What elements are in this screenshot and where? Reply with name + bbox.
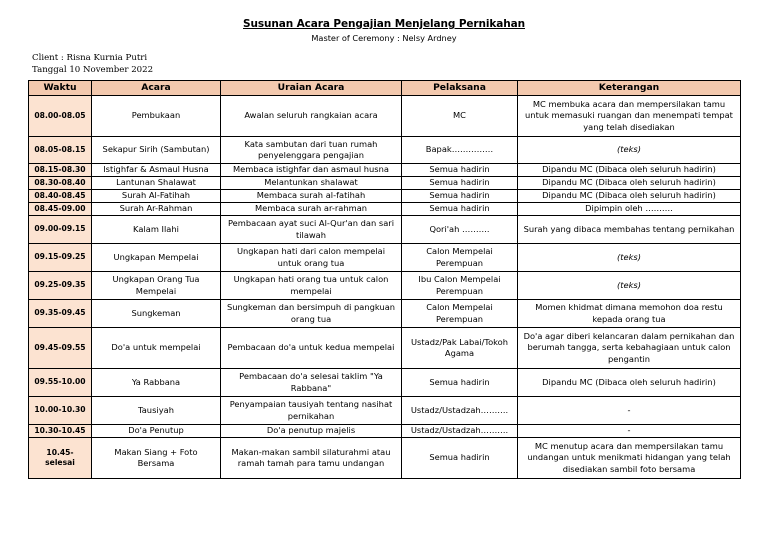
performer-cell: Calon Mempelai Perempuan bbox=[402, 244, 518, 272]
performer-cell: Ibu Calon Mempelai Perempuan bbox=[402, 272, 518, 300]
note-cell: (teks) bbox=[518, 272, 741, 300]
description-cell: Membaca surah al-fatihah bbox=[221, 190, 402, 203]
event-cell: Sekapur Sirih (Sambutan) bbox=[92, 137, 221, 164]
time-cell: 08.05-08.15 bbox=[29, 137, 92, 164]
time-cell: 10.45-selesai bbox=[29, 438, 92, 479]
schedule-table bbox=[28, 80, 741, 479]
performer-cell: Ustadz/Pak Labai/Tokoh Agama bbox=[402, 328, 518, 369]
table-row bbox=[29, 137, 741, 164]
time-cell: 08.45-09.00 bbox=[29, 203, 92, 216]
client-line: Client : Risna Kurnia Putri bbox=[32, 53, 148, 63]
performer-cell: MC bbox=[402, 96, 518, 137]
description-cell: Melantunkan shalawat bbox=[221, 177, 402, 190]
description-cell: Membaca istighfar dan asmaul husna bbox=[221, 164, 402, 177]
description-cell: Kata sambutan dari tuan rumah penyelenggara pengajian bbox=[221, 137, 402, 164]
date-line: Tanggal 10 November 2022 bbox=[32, 65, 154, 75]
performer-cell: Bapak…………… bbox=[402, 137, 518, 164]
table-row bbox=[29, 272, 741, 300]
description-cell: Ungkapan hati orang tua untuk calon mempelai bbox=[221, 272, 402, 300]
time-cell: 08.40-08.45 bbox=[29, 190, 92, 203]
column-header-acara: Acara bbox=[92, 81, 221, 96]
time-cell: 09.00-09.15 bbox=[29, 216, 92, 244]
time-cell: 08.00-08.05 bbox=[29, 96, 92, 137]
note-cell: Dipandu MC (Dibaca oleh seluruh hadirin) bbox=[518, 177, 741, 190]
table-header-row bbox=[29, 81, 741, 96]
table-row bbox=[29, 216, 741, 244]
column-header-waktu: Waktu bbox=[29, 81, 92, 96]
event-cell: Surah Ar-Rahman bbox=[92, 203, 221, 216]
performer-cell: Semua hadirin bbox=[402, 203, 518, 216]
table-row bbox=[29, 438, 741, 479]
table-row bbox=[29, 300, 741, 328]
description-cell: Membaca surah ar-rahman bbox=[221, 203, 402, 216]
time-cell: 10.30-10.45 bbox=[29, 425, 92, 438]
table-row bbox=[29, 190, 741, 203]
document-subtitle: Master of Ceremony : Nelsy Ardney bbox=[311, 33, 457, 43]
table-row bbox=[29, 164, 741, 177]
note-cell: Dipimpin oleh ………. bbox=[518, 203, 741, 216]
description-cell: Pembacaan ayat suci Al-Qur'an dan sari tilawah bbox=[221, 216, 402, 244]
note-cell: (teks) bbox=[518, 137, 741, 164]
description-cell: Do'a penutup majelis bbox=[221, 425, 402, 438]
column-header-keterangan: Keterangan bbox=[518, 81, 741, 96]
table-row bbox=[29, 328, 741, 369]
time-cell: 10.00-10.30 bbox=[29, 397, 92, 425]
description-cell: Pembacaan do'a selesai taklim "Ya Rabbana" bbox=[221, 369, 402, 397]
performer-cell: Semua hadirin bbox=[402, 438, 518, 479]
performer-cell: Semua hadirin bbox=[402, 369, 518, 397]
performer-cell: Semua hadirin bbox=[402, 164, 518, 177]
event-cell: Do'a Penutup bbox=[92, 425, 221, 438]
document-title: Susunan Acara Pengajian Menjelang Pernikahan bbox=[243, 18, 525, 30]
note-cell: MC menutup acara dan mempersilakan tamu undangan untuk menikmati hidangan yang telah disediakan sambil foto bersama bbox=[518, 438, 741, 479]
table-row bbox=[29, 369, 741, 397]
time-cell: 09.35-09.45 bbox=[29, 300, 92, 328]
event-cell: Do'a untuk mempelai bbox=[92, 328, 221, 369]
event-cell: Lantunan Shalawat bbox=[92, 177, 221, 190]
table-row bbox=[29, 203, 741, 216]
table-row bbox=[29, 96, 741, 137]
note-cell: Momen khidmat dimana memohon doa restu kepada orang tua bbox=[518, 300, 741, 328]
note-cell: Dipandu MC (Dibaca oleh seluruh hadirin) bbox=[518, 190, 741, 203]
time-cell: 09.15-09.25 bbox=[29, 244, 92, 272]
note-cell: Dipandu MC (Dibaca oleh seluruh hadirin) bbox=[518, 369, 741, 397]
note-cell: MC membuka acara dan mempersilakan tamu untuk memasuki ruangan dan menempati tempat yang telah disediakan bbox=[518, 96, 741, 137]
table-row bbox=[29, 425, 741, 438]
event-cell: Ungkapan Mempelai bbox=[92, 244, 221, 272]
note-cell: Surah yang dibaca membahas tentang pernikahan bbox=[518, 216, 741, 244]
event-cell: Makan Siang + Foto Bersama bbox=[92, 438, 221, 479]
performer-cell: Qori'ah ………. bbox=[402, 216, 518, 244]
column-header-pelaksana: Pelaksana bbox=[402, 81, 518, 96]
time-cell: 09.25-09.35 bbox=[29, 272, 92, 300]
time-cell: 09.45-09.55 bbox=[29, 328, 92, 369]
performer-cell: Semua hadirin bbox=[402, 177, 518, 190]
description-cell: Penyampaian tausiyah tentang nasihat pernikahan bbox=[221, 397, 402, 425]
event-cell: Tausiyah bbox=[92, 397, 221, 425]
time-cell: 09.55-10.00 bbox=[29, 369, 92, 397]
performer-cell: Calon Mempelai Perempuan bbox=[402, 300, 518, 328]
event-cell: Pembukaan bbox=[92, 96, 221, 137]
event-cell: Surah Al-Fatihah bbox=[92, 190, 221, 203]
performer-cell: Ustadz/Ustadzah………. bbox=[402, 397, 518, 425]
time-cell: 08.30-08.40 bbox=[29, 177, 92, 190]
note-cell: (teks) bbox=[518, 244, 741, 272]
time-cell: 08.15-08.30 bbox=[29, 164, 92, 177]
performer-cell: Semua hadirin bbox=[402, 190, 518, 203]
event-cell: Ya Rabbana bbox=[92, 369, 221, 397]
table-row bbox=[29, 177, 741, 190]
column-header-uraian: Uraian Acara bbox=[221, 81, 402, 96]
description-cell: Pembacaan do'a untuk kedua mempelai bbox=[221, 328, 402, 369]
event-cell: Kalam Ilahi bbox=[92, 216, 221, 244]
description-cell: Sungkeman dan bersimpuh di pangkuan orang tua bbox=[221, 300, 402, 328]
description-cell: Makan-makan sambil silaturahmi atau ramah tamah para tamu undangan bbox=[221, 438, 402, 479]
event-cell: Istighfar & Asmaul Husna bbox=[92, 164, 221, 177]
note-cell: Do'a agar diberi kelancaran dalam pernikahan dan berumah tangga, serta kebahagiaan untuk calon pengantin bbox=[518, 328, 741, 369]
performer-cell: Ustadz/Ustadzah………. bbox=[402, 425, 518, 438]
note-cell: - bbox=[518, 425, 741, 438]
note-cell: Dipandu MC (Dibaca oleh seluruh hadirin) bbox=[518, 164, 741, 177]
table-row bbox=[29, 397, 741, 425]
note-cell: - bbox=[518, 397, 741, 425]
event-cell: Sungkeman bbox=[92, 300, 221, 328]
description-cell: Ungkapan hati dari calon mempelai untuk orang tua bbox=[221, 244, 402, 272]
event-cell: Ungkapan Orang Tua Mempelai bbox=[92, 272, 221, 300]
table-row bbox=[29, 244, 741, 272]
description-cell: Awalan seluruh rangkaian acara bbox=[221, 96, 402, 137]
